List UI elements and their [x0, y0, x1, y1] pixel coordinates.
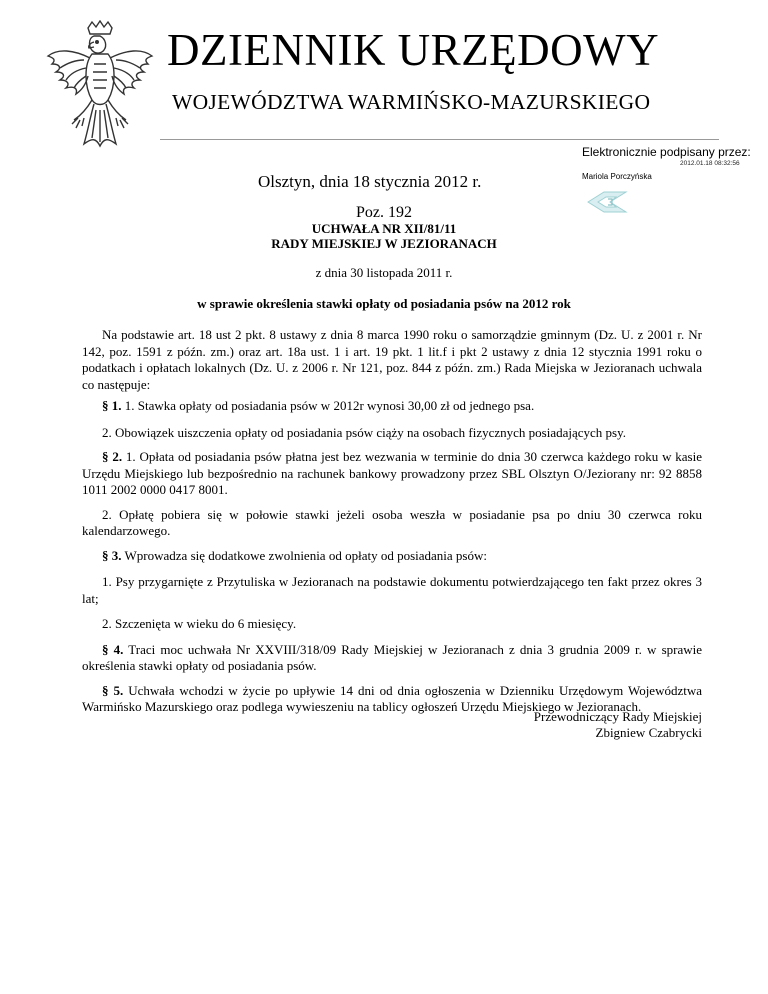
- signature-stamp-icon[interactable]: [584, 188, 630, 216]
- place-date: Olsztyn, dnia 18 stycznia 2012 r.: [258, 172, 482, 191]
- position-number: Poz. 192: [356, 204, 412, 221]
- section-2-paragraph-1: [82, 449, 702, 499]
- section-3-item-1: 1. Psy przygarnięte z Przytuliska w Jezioranach na podstawie dokumentu potwierdzającego ten fakt przez okres 3 lat;: [82, 574, 702, 606]
- section-mark: § 3.: [102, 547, 122, 563]
- resolution-date: z dnia 30 listopada 2011 r.: [315, 265, 453, 280]
- eagle-emblem-icon: [44, 20, 156, 150]
- document-body: [82, 327, 702, 724]
- section-text: Uchwała wchodzi w życie po upływie 14 dni od dnia ogłoszenia w Dzienniku Urzędowym Województwa Warmińsko Mazurskiego oraz podlega wywieszeniu na tablicy ogłoszeń Urzędu Miejskiego w Jezioranach.: [82, 682, 703, 714]
- signatory-role: Przewodniczący Rady Miejskiej: [533, 709, 702, 724]
- resolution-title: [0, 221, 768, 251]
- section-mark: § 4.: [102, 641, 124, 657]
- section-mark: § 2.: [102, 449, 123, 464]
- section-mark: § 5.: [102, 682, 124, 698]
- intro-paragraph: Na podstawie art. 18 ust 2 pkt. 8 ustawy z dnia 8 marca 1990 roku o samorządzie gminnym (Dz. U. z 2001 r. Nr 142, poz. 1591 z późn. zm.) oraz art. 18a ust. 1 i art. 19 pkt. 1 lit.f i pkt 2 ustawy z dnia 12 stycznia 1991 roku o podatkach i opłatach lokalnych (Dz. U. z 2006 r. Nr 121, poz. 844 z późn. zm.) Rada Miejska w Jezioranach uchwala co następuje:: [82, 327, 702, 392]
- signatory-name: Zbigniew Czabrycki: [595, 725, 702, 740]
- esign-timestamp: 2012.01.18 08:32:56: [680, 160, 740, 167]
- esign-label: Elektronicznie podpisany przez:: [582, 145, 751, 159]
- section-text: 1. Opłata od posiadania psów płatna jest bez wezwania w terminie do dnia 30 czerwca każdego roku w kasie Urzędu Miejskiego lub bezpośrednio na rachunek bankowy prowadzony przez SBL Olsztyn O/Jeziorany nr: 92 8858 1011 2002 0000 0417 8001.: [82, 449, 703, 497]
- esign-signer-name: Mariola Porczyńska: [582, 172, 652, 181]
- masthead-divider: [160, 139, 719, 140]
- resolution-subject: w sprawie określenia stawki opłaty od posiadania psów na 2012 rok: [197, 296, 571, 311]
- section-1-paragraph-2: 2. Obowiązek uiszczenia opłaty od posiadania psów ciąży na osobach fizycznych posiadających psy.: [102, 424, 627, 440]
- section-mark: § 1.: [102, 398, 122, 413]
- signatory-block: [534, 709, 702, 741]
- section-text: Wprowadza się dodatkowe zwolnienia od opłaty od posiadania psów:: [121, 547, 487, 563]
- section-4-paragraph: [82, 642, 702, 675]
- resolution-issuer: RADY MIEJSKIEJ W JEZIORANACH: [271, 236, 497, 251]
- masthead-subtitle: WOJEWÓDZTWA WARMIŃSKO-MAZURSKIEGO: [172, 90, 651, 114]
- section-3-item-2: 2. Szczenięta w wieku do 6 miesięcy.: [102, 616, 297, 631]
- masthead-title: DZIENNIK URZĘDOWY: [167, 25, 660, 75]
- section-text: Traci moc uchwała Nr XXVIII/318/09 Rady Miejskiej w Jezioranach z dnia 3 grudnia 2009 r. w sprawie określenia stawki opłaty od posiadania psów.: [82, 641, 703, 673]
- resolution-number: UCHWAŁA NR XII/81/11: [311, 221, 457, 236]
- section-3-paragraph: [82, 548, 702, 565]
- section-1-paragraph-1: [82, 398, 702, 415]
- section-text: 1. Stawka opłaty od posiadania psów w 2012r wynosi 30,00 zł od jednego psa.: [121, 398, 535, 413]
- section-2-paragraph-2: 2. Opłatę pobiera się w połowie stawki jeżeli osoba weszła w posiadanie psa po dniu 30 czerwca roku kalendarzowego.: [82, 506, 702, 538]
